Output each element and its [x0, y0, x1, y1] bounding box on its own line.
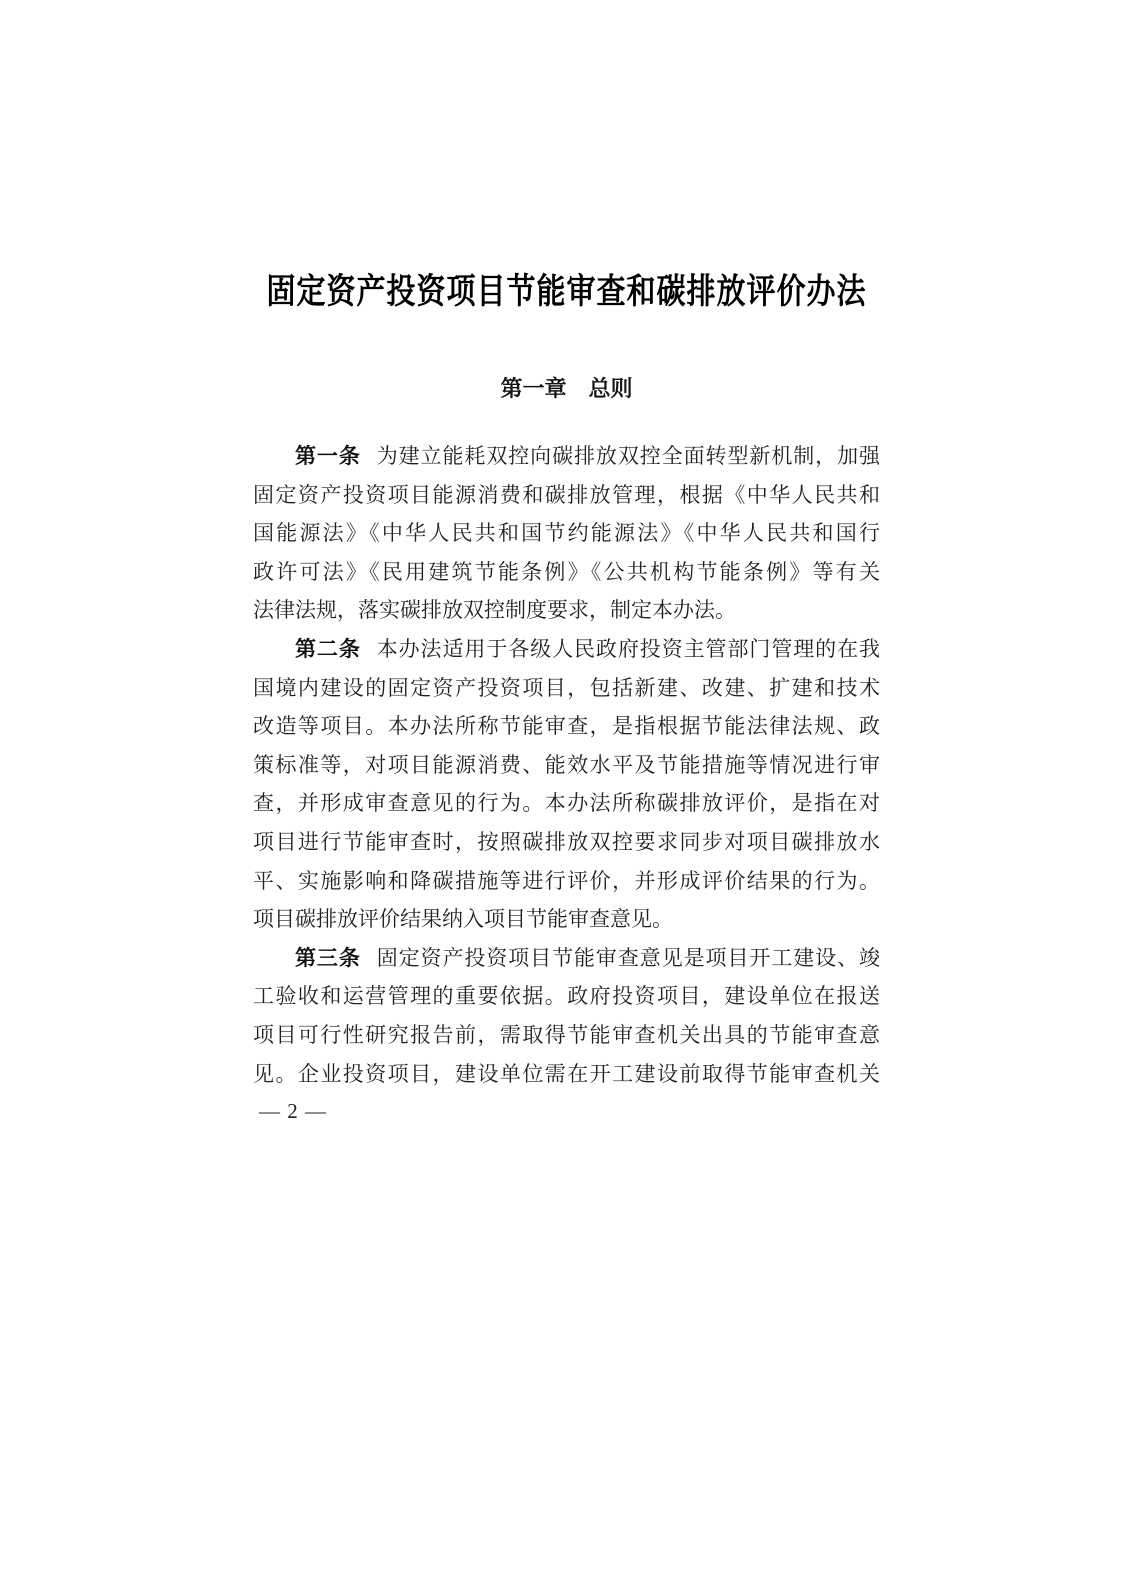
page-number: — 2 — — [259, 1099, 327, 1123]
article-label: 第一条 — [295, 444, 361, 468]
body-line: 见。企业投资项目，建设单位需在开工建设前取得节能审查机关 — [253, 1061, 880, 1086]
body-line: 平、实施影响和降碳措施等进行评价，并形成评价结果的行为。 — [253, 868, 880, 893]
body-line: 改造等项目。本办法所称节能审查，是指根据节能法律法规、政 — [253, 714, 880, 739]
body-line: 项目进行节能审查时，按照碳排放双控要求同步对项目碳排放水 — [253, 829, 880, 854]
body-line: 国境内建设的固定资产投资项目，包括新建、改建、扩建和技术 — [253, 675, 880, 700]
document-title: 固定资产投资项目节能审查和碳排放评价办法 — [266, 272, 867, 312]
body-line: 国能源法》《中华人民共和国节约能源法》《中华人民共和国行 — [253, 521, 880, 546]
document-body — [253, 437, 880, 1093]
body-line: 工验收和运营管理的重要依据。政府投资项目，建设单位在报送 — [253, 984, 880, 1009]
article-label: 第三条 — [295, 945, 361, 970]
body-line: 固定资产投资项目能源消费和碳排放管理，根据《中华人民共和 — [253, 482, 880, 507]
body-line-text: 为建立能耗双控向碳排放双控全面转型新机制，加强 — [375, 444, 881, 468]
body-line: 查，并形成审查意见的行为。本办法所称碳排放评价，是指在对 — [253, 791, 880, 816]
article-label: 第二条 — [295, 636, 361, 661]
body-line-text: 固定资产投资项目节能审查意见是项目开工建设、竣 — [375, 945, 881, 970]
chapter-heading: 第一章 总则 — [500, 376, 633, 401]
body-line — [253, 437, 880, 476]
body-line — [253, 630, 880, 669]
body-line: 法律法规，落实碳排放双控制度要求，制定本办法。 — [253, 598, 736, 623]
body-line — [253, 939, 880, 978]
body-line-text: 本办法适用于各级人民政府投资主管部门管理的在我 — [375, 636, 881, 661]
body-line: 策标准等，对项目能源消费、能效水平及节能措施等情况进行审 — [253, 752, 880, 777]
body-line: 政许可法》《民用建筑节能条例》《公共机构节能条例》等有关 — [253, 559, 880, 584]
body-line: 项目碳排放评价结果纳入项目节能审查意见。 — [253, 907, 673, 932]
body-line: 项目可行性研究报告前，需取得节能审查机关出具的节能审查意 — [253, 1022, 880, 1047]
